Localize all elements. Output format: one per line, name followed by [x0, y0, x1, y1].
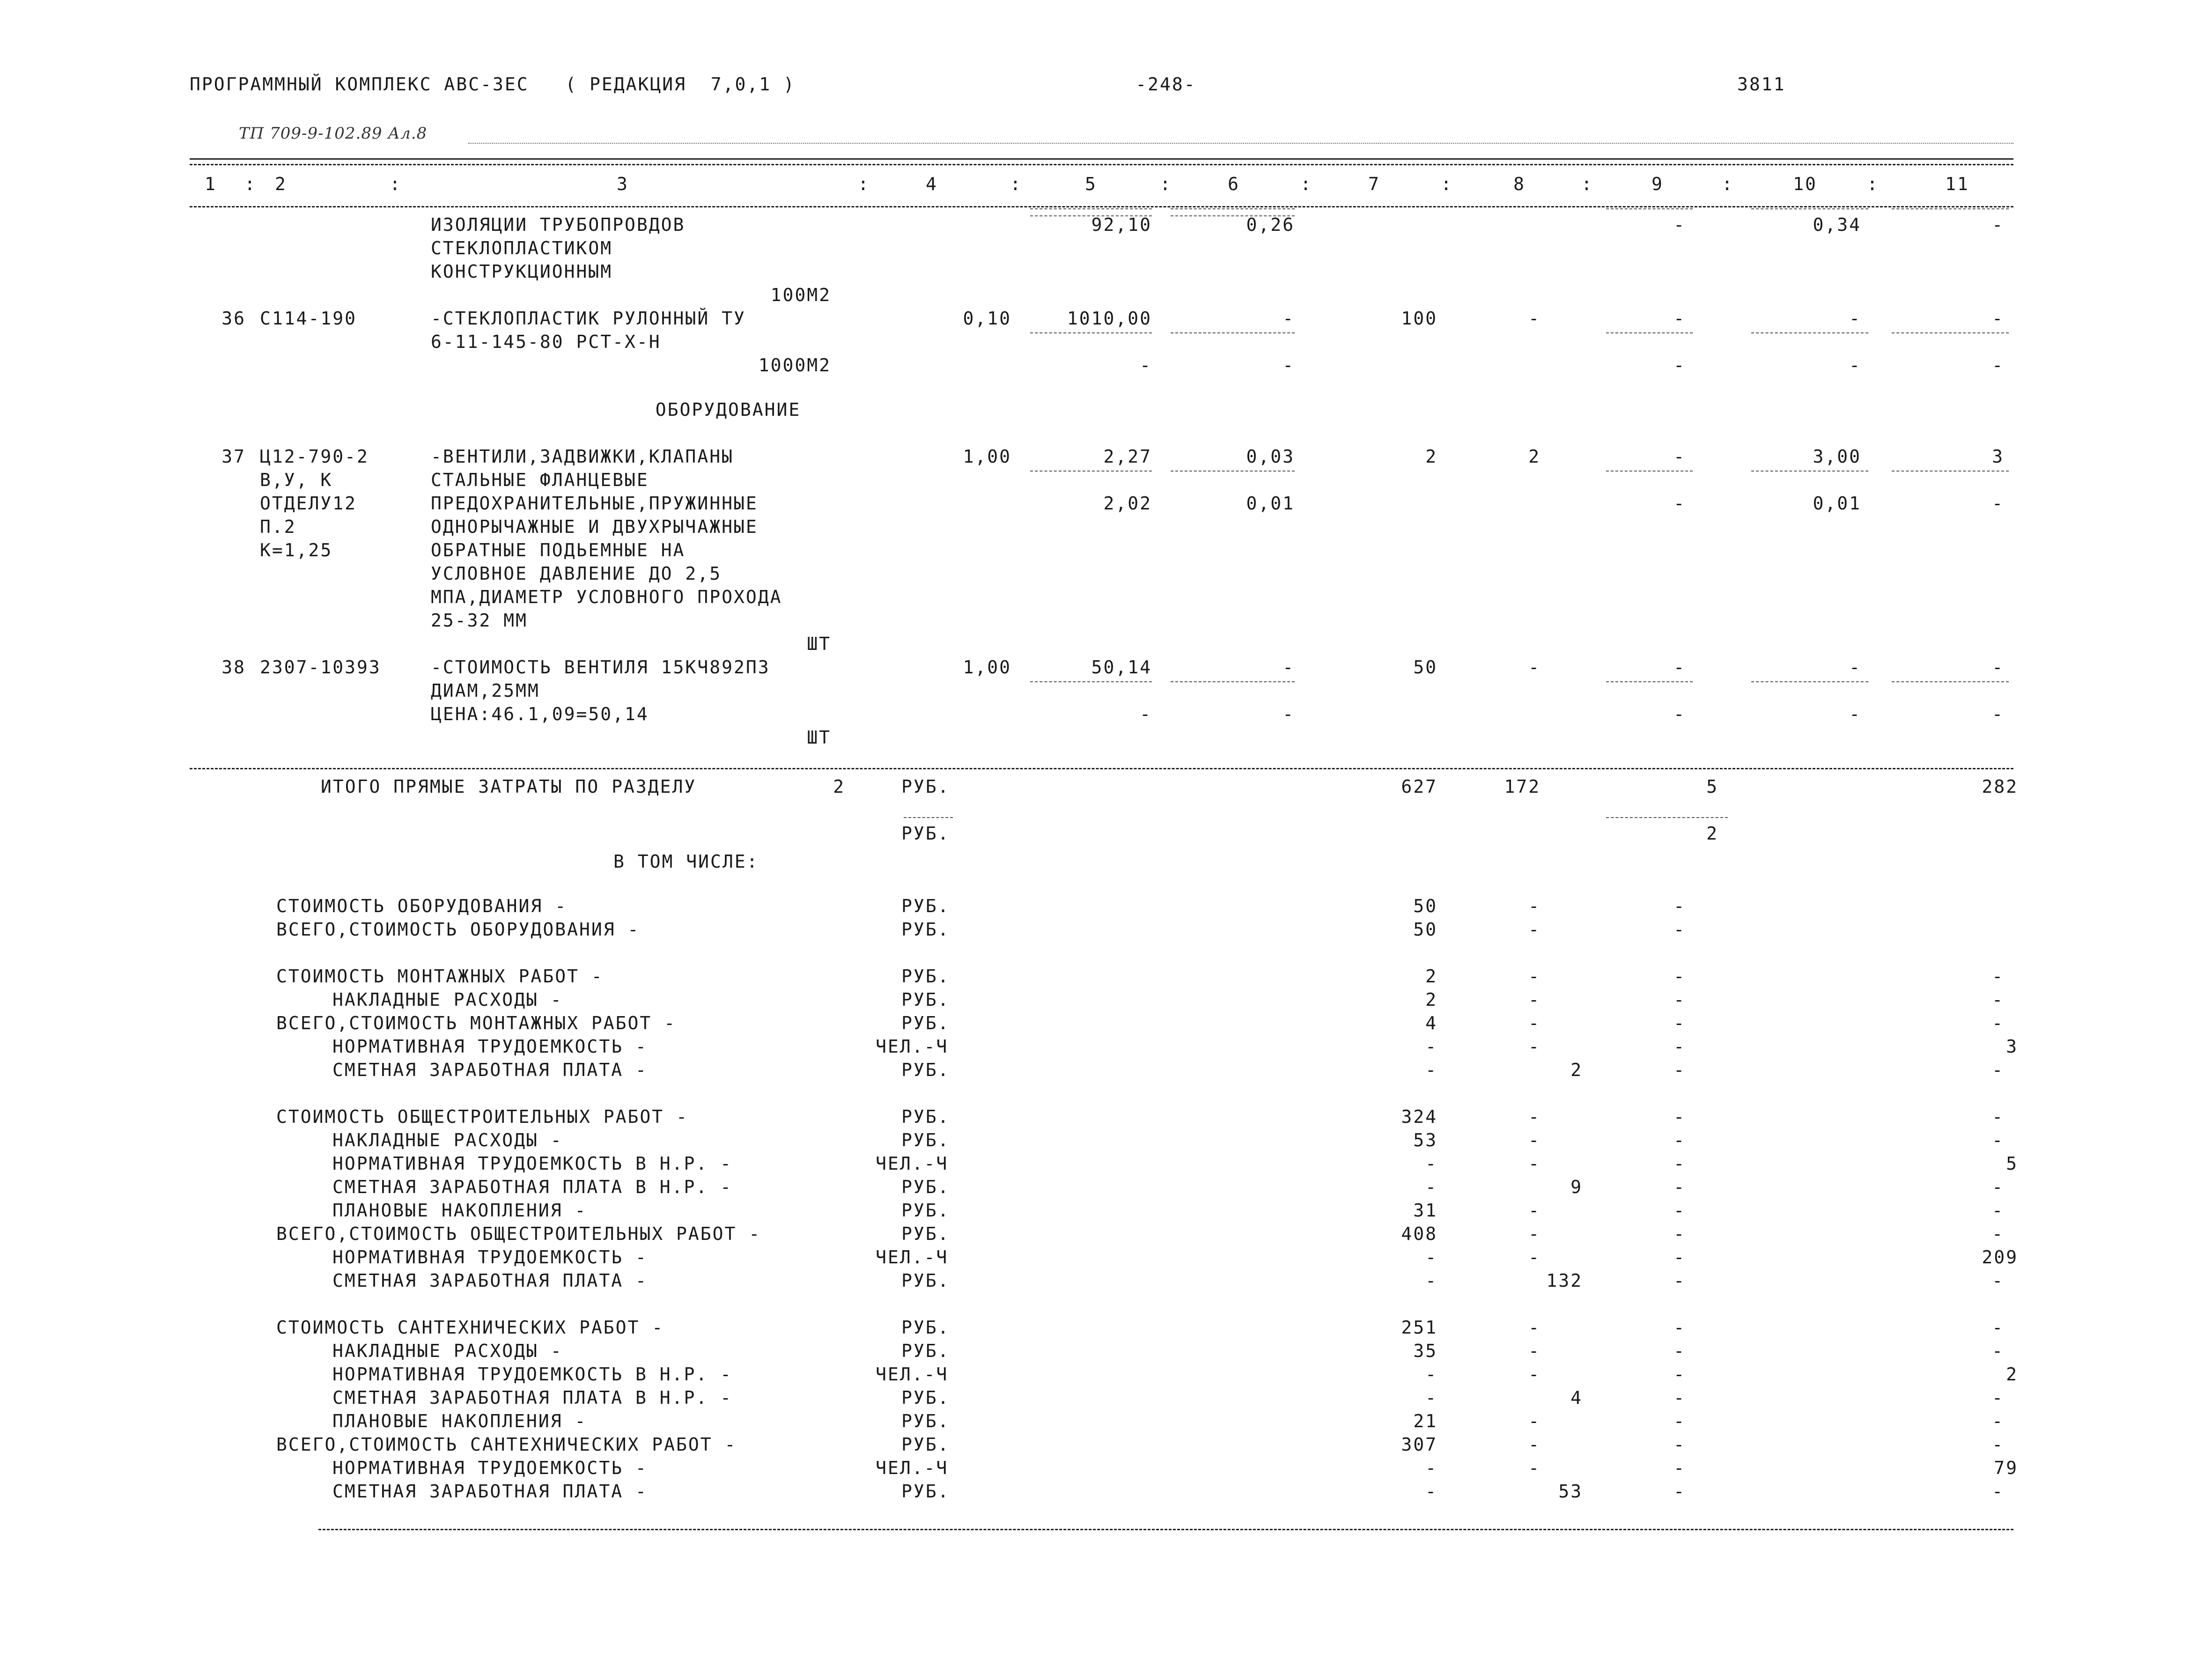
summary-c7: 21 [1413, 1411, 1438, 1431]
item-description: УСЛОВНОЕ ДАВЛЕНИЕ ДО 2,5 [431, 563, 722, 584]
summary-unit: ЧЕЛ.-Ч [876, 1458, 949, 1478]
column-header-5: 5 [1085, 174, 1097, 194]
summary-c8: - [1528, 919, 1541, 940]
item-description: -СТЕКЛОПЛАСТИК РУЛОННЫЙ ТУ [431, 308, 746, 329]
totals-section-number: 2 [833, 776, 845, 797]
summary-c11: - [1992, 1387, 2004, 1408]
summary-c9: - [1674, 1458, 1686, 1478]
summary-c7: - [1425, 1036, 1438, 1057]
summary-c8: - [1528, 896, 1541, 916]
item-second-value-c9: - [1674, 355, 1686, 376]
item-second-value-c11: - [1992, 704, 2004, 724]
summary-c11: - [1992, 1224, 2004, 1244]
summary-c9: - [1674, 1411, 1686, 1431]
summary-c9: - [1674, 1013, 1686, 1033]
project-reference: ТП 709-9-102.89 Ал.8 [239, 124, 428, 143]
summary-c9: - [1674, 1153, 1686, 1174]
item-quantity: 1,00 [963, 446, 1011, 467]
item-description: ПРЕДОХРАНИТЕЛЬНЫЕ,ПРУЖИННЫЕ [431, 493, 758, 514]
summary-unit: РУБ. [901, 1200, 950, 1221]
item-value-c9: - [1674, 308, 1686, 329]
summary-unit: РУБ. [901, 1270, 950, 1291]
item-code: С114-190 [260, 308, 357, 329]
summary-c9: - [1674, 1130, 1686, 1150]
summary-label: СМЕТНАЯ ЗАРАБОТНАЯ ПЛАТА - [332, 1060, 648, 1080]
summary-c9: - [1674, 1387, 1686, 1408]
summary-c7: 53 [1413, 1130, 1438, 1150]
item-description: ОДНОРЫЧАЖНЫЕ И ДВУХРЫЧАЖНЫЕ [431, 516, 758, 537]
summary-c8: - [1528, 1106, 1541, 1127]
summary-label: СМЕТНАЯ ЗАРАБОТНАЯ ПЛАТА В Н.Р. - [332, 1177, 732, 1197]
summary-c9: - [1674, 1177, 1686, 1197]
summary-c7: 2 [1425, 989, 1438, 1010]
summary-c9: - [1674, 966, 1686, 987]
summary-label: ПЛАНОВЫЕ НАКОПЛЕНИЯ - [332, 1411, 587, 1431]
item-value-c7: 100 [1401, 308, 1438, 329]
price-underline [1606, 208, 1693, 209]
totals-c8: 172 [1504, 776, 1541, 797]
totals-c9-second: 2 [1706, 823, 1718, 844]
summary-c9: - [1674, 896, 1686, 916]
table-top-rule [190, 158, 2013, 160]
summary-c8: - [1528, 1153, 1541, 1174]
summary-c8: 132 [1546, 1270, 1583, 1291]
totals-label: ИТОГО ПРЯМЫЕ ЗАТРАТЫ ПО РАЗДЕЛУ [321, 776, 697, 797]
column-header-3: 3 [617, 174, 629, 194]
item-second-value-c9: - [1674, 704, 1686, 724]
table-bottom-rule [318, 1529, 2013, 1530]
summary-label: НОРМАТИВНАЯ ТРУДОЕМКОСТЬ В Н.Р. - [332, 1364, 732, 1385]
summary-c7: 50 [1413, 896, 1438, 916]
summary-label: ПЛАНОВЫЕ НАКОПЛЕНИЯ - [332, 1200, 587, 1221]
totals-c9: 5 [1706, 776, 1718, 797]
item-code: Ц12-790-2 [260, 446, 369, 467]
summary-label: НАКЛАДНЫЕ РАСХОДЫ - [332, 1341, 563, 1361]
summary-c8: - [1528, 1247, 1541, 1268]
item-description: ЦЕНА:46.1,09=50,14 [431, 704, 649, 724]
summary-c9: - [1674, 1060, 1686, 1080]
summary-unit: РУБ. [901, 1341, 950, 1361]
price-underline [1030, 681, 1152, 682]
item-value-c8: 2 [1528, 446, 1541, 467]
item-quantity: 1,00 [963, 657, 1011, 678]
summary-c8: - [1528, 1036, 1541, 1057]
summary-c8: - [1528, 1130, 1541, 1150]
item-second-value-c9: - [1674, 493, 1686, 514]
item-unit: 100М2 [770, 285, 831, 305]
summary-c8: 2 [1571, 1060, 1583, 1080]
column-header-8: 8 [1513, 174, 1526, 194]
price-underline [1751, 208, 1868, 209]
summary-label: НОРМАТИВНАЯ ТРУДОЕМКОСТЬ В Н.Р. - [332, 1153, 732, 1174]
summary-c11: - [1992, 1481, 2004, 1502]
summary-c8: - [1528, 1434, 1541, 1455]
item-description: КОНСТРУКЦИОННЫМ [431, 261, 613, 282]
item-value-c10: 3,00 [1813, 446, 1861, 467]
summary-label: ВСЕГО,СТОИМОСТЬ ОБОРУДОВАНИЯ - [276, 919, 640, 940]
price-underline [1030, 215, 1152, 216]
summary-c11: - [1992, 1130, 2004, 1150]
item-value-c8: - [1528, 308, 1541, 329]
summary-unit: ЧЕЛ.-Ч [876, 1153, 949, 1174]
program-title: ПРОГРАММНЫЙ КОМПЛЕКС АВС-ЗЕС ( РЕДАКЦИЯ 7,0,1 ) [190, 74, 796, 95]
item-value-c10: - [1849, 308, 1861, 329]
summary-c11: - [1992, 1200, 2004, 1221]
totals-unit-2: РУБ. [901, 823, 950, 844]
summary-c9: - [1674, 1106, 1686, 1127]
price-underline [1171, 471, 1295, 472]
price-underline [1892, 471, 2009, 472]
summary-c11: - [1992, 966, 2004, 987]
price-underline [1892, 332, 2009, 333]
item-description: СТЕКЛОПЛАСТИКОМ [431, 238, 613, 258]
page-number: -248- [1135, 74, 1196, 95]
summary-unit: РУБ. [901, 1224, 950, 1244]
item-second-value-c11: - [1992, 493, 2004, 514]
summary-unit: РУБ. [901, 1013, 950, 1033]
summary-c9: - [1674, 1247, 1686, 1268]
column-separator: : [390, 174, 402, 194]
column-separator: : [1441, 174, 1453, 194]
item-second-value-c6: 0,01 [1246, 493, 1295, 514]
including-label: В ТОМ ЧИСЛЕ: [613, 851, 759, 872]
summary-label: ВСЕГО,СТОИМОСТЬ ОБЩЕСТРОИТЕЛЬНЫХ РАБОТ - [276, 1224, 761, 1244]
summary-c9: - [1674, 1270, 1686, 1291]
item-code: П.2 [260, 516, 296, 537]
item-description: ИЗОЛЯЦИИ ТРУБОПРОВДОВ [431, 214, 686, 235]
price-underline [1751, 332, 1868, 333]
totals-unit-underline [904, 817, 953, 818]
summary-c7: - [1425, 1364, 1438, 1385]
price-underline [1171, 332, 1295, 333]
summary-c11: - [1992, 1270, 2004, 1291]
summary-c9: - [1674, 1434, 1686, 1455]
summary-c9: - [1674, 1036, 1686, 1057]
item-code: К=1,25 [260, 540, 333, 560]
column-separator: : [1300, 174, 1312, 194]
summary-unit: РУБ. [901, 1177, 950, 1197]
summary-c7: 408 [1401, 1224, 1438, 1244]
summary-c8: - [1528, 1411, 1541, 1431]
summary-c8: 4 [1571, 1387, 1583, 1408]
item-value-c9: - [1674, 446, 1686, 467]
section-heading: ОБОРУДОВАНИЕ [655, 399, 801, 420]
item-value-c5: 2,27 [1103, 446, 1152, 467]
column-separator: : [1581, 174, 1593, 194]
summary-label: СМЕТНАЯ ЗАРАБОТНАЯ ПЛАТА - [332, 1481, 648, 1502]
column-header-10: 10 [1793, 174, 1817, 194]
summary-unit: РУБ. [901, 1434, 950, 1455]
summary-c11: - [1992, 1317, 2004, 1338]
table-top-rule-2 [190, 164, 2013, 165]
item-value-c10: 0,34 [1813, 214, 1861, 235]
section-end-rule [190, 768, 2013, 769]
item-second-value-c10: - [1849, 355, 1861, 376]
summary-c8: 9 [1571, 1177, 1583, 1197]
summary-c7: - [1425, 1481, 1438, 1502]
summary-label: ВСЕГО,СТОИМОСТЬ МОНТАЖНЫХ РАБОТ - [276, 1013, 676, 1033]
summary-c7: 251 [1401, 1317, 1438, 1338]
summary-c11: 79 [1994, 1458, 2018, 1478]
item-value-c9: - [1674, 657, 1686, 678]
item-description: 25-32 ММ [431, 610, 528, 631]
summary-c8: - [1528, 1013, 1541, 1033]
column-separator: : [858, 174, 870, 194]
column-header-11: 11 [1945, 174, 1969, 194]
summary-unit: РУБ. [901, 1481, 950, 1502]
item-second-value-c6: - [1283, 355, 1295, 376]
summary-c7: 4 [1425, 1013, 1438, 1033]
summary-c11: - [1992, 1060, 2004, 1080]
summary-c11: 209 [1982, 1247, 2018, 1268]
summary-c8: - [1528, 966, 1541, 987]
summary-unit: РУБ. [901, 1060, 950, 1080]
summary-label: НОРМАТИВНАЯ ТРУДОЕМКОСТЬ - [332, 1458, 648, 1478]
summary-label: НОРМАТИВНАЯ ТРУДОЕМКОСТЬ - [332, 1247, 648, 1268]
summary-unit: РУБ. [901, 1130, 950, 1150]
summary-c11: 5 [2006, 1153, 2018, 1174]
summary-c8: - [1528, 1364, 1541, 1385]
price-underline [1606, 332, 1693, 333]
summary-unit: ЧЕЛ.-Ч [876, 1036, 949, 1057]
item-unit: ШТ [807, 727, 831, 748]
item-value-c6: - [1283, 308, 1295, 329]
price-underline [1606, 471, 1693, 472]
summary-c11: - [1992, 989, 2004, 1010]
price-underline [1892, 681, 2009, 682]
item-value-c5: 1010,00 [1067, 308, 1152, 329]
summary-c11: - [1992, 1341, 2004, 1361]
column-separator: : [1160, 174, 1172, 194]
summary-c7: - [1425, 1153, 1438, 1174]
summary-label: НАКЛАДНЫЕ РАСХОДЫ - [332, 989, 563, 1010]
item-value-c7: 2 [1425, 446, 1438, 467]
summary-c11: - [1992, 1013, 2004, 1033]
summary-c7: - [1425, 1270, 1438, 1291]
summary-c7: - [1425, 1177, 1438, 1197]
totals-c11: 282 [1982, 776, 2018, 797]
price-underline [1606, 681, 1693, 682]
summary-unit: РУБ. [901, 1106, 950, 1127]
summary-c7: 35 [1413, 1341, 1438, 1361]
summary-c8: - [1528, 1224, 1541, 1244]
summary-unit: РУБ. [901, 966, 950, 987]
summary-c9: - [1674, 919, 1686, 940]
summary-c9: - [1674, 1200, 1686, 1221]
column-header-9: 9 [1652, 174, 1664, 194]
item-value-c6: 0,03 [1246, 446, 1295, 467]
summary-label: НАКЛАДНЫЕ РАСХОДЫ - [332, 1130, 563, 1150]
item-description: МПА,ДИАМЕТР УСЛОВНОГО ПРОХОДА [431, 587, 782, 607]
summary-c9: - [1674, 1317, 1686, 1338]
summary-label: ВСЕГО,СТОИМОСТЬ САНТЕХНИЧЕСКИХ РАБОТ - [276, 1434, 737, 1455]
summary-c7: 2 [1425, 966, 1438, 987]
column-separator: : [1010, 174, 1022, 194]
summary-unit: РУБ. [901, 919, 950, 940]
price-underline [1171, 215, 1295, 216]
item-value-c6: - [1283, 657, 1295, 678]
totals-c7: 627 [1401, 776, 1438, 797]
table-header-rule [190, 206, 2013, 207]
summary-c7: - [1425, 1458, 1438, 1478]
summary-c8: - [1528, 1317, 1541, 1338]
price-underline [1171, 681, 1295, 682]
item-second-value-c5: 2,02 [1103, 493, 1152, 514]
summary-c8: 53 [1558, 1481, 1583, 1502]
summary-unit: РУБ. [901, 1317, 950, 1338]
summary-c11: - [1992, 1411, 2004, 1431]
summary-c7: - [1425, 1060, 1438, 1080]
summary-c9: - [1674, 989, 1686, 1010]
item-number: 36 [221, 308, 246, 329]
column-header-7: 7 [1368, 174, 1380, 194]
item-quantity: 0,10 [963, 308, 1011, 329]
summary-c11: - [1992, 1106, 2004, 1127]
summary-label: НОРМАТИВНАЯ ТРУДОЕМКОСТЬ - [332, 1036, 648, 1057]
item-value-c9: - [1674, 214, 1686, 235]
column-separator: : [1722, 174, 1734, 194]
summary-c7: 324 [1401, 1106, 1438, 1127]
summary-unit: РУБ. [901, 989, 950, 1010]
summary-label: СТОИМОСТЬ ОБОРУДОВАНИЯ - [276, 896, 568, 916]
price-underline [1751, 471, 1868, 472]
item-second-value-c6: - [1283, 704, 1295, 724]
item-description: СТАЛЬНЫЕ ФЛАНЦЕВЫЕ [431, 470, 649, 490]
item-value-c8: - [1528, 657, 1541, 678]
item-description: -ВЕНТИЛИ,ЗАДВИЖКИ,КЛАПАНЫ [431, 446, 734, 467]
item-second-value-c10: 0,01 [1813, 493, 1861, 514]
summary-label: СТОИМОСТЬ ОБЩЕСТРОИТЕЛЬНЫХ РАБОТ - [276, 1106, 688, 1127]
summary-c9: - [1674, 1481, 1686, 1502]
summary-label: СМЕТНАЯ ЗАРАБОТНАЯ ПЛАТА - [332, 1270, 648, 1291]
item-description: ОБРАТНЫЕ ПОДЬЕМНЫЕ НА [431, 540, 686, 560]
summary-label: СТОИМОСТЬ САНТЕХНИЧЕСКИХ РАБОТ - [276, 1317, 664, 1338]
summary-unit: РУБ. [901, 896, 950, 916]
item-value-c10: - [1849, 657, 1861, 678]
item-description: ДИАМ,25ММ [431, 680, 540, 701]
summary-c7: 50 [1413, 919, 1438, 940]
item-value-c6: 0,26 [1246, 214, 1295, 235]
summary-c11: - [1992, 1177, 2004, 1197]
summary-c11: 2 [2006, 1364, 2018, 1385]
price-underline [1892, 208, 2009, 209]
item-code: В,У, К [260, 470, 333, 490]
item-description: -СТОИМОСТЬ ВЕНТИЛЯ 15КЧ892П3 [431, 657, 770, 678]
column-header-4: 4 [926, 174, 938, 194]
item-value-c11: - [1992, 308, 2004, 329]
column-header-6: 6 [1228, 174, 1240, 194]
summary-label: СТОИМОСТЬ МОНТАЖНЫХ РАБОТ - [276, 966, 604, 987]
header-dotted-line [468, 143, 2013, 144]
column-header-1: 1 [205, 174, 217, 194]
item-code: ОТДЕЛУ12 [260, 493, 357, 514]
column-separator: : [244, 174, 257, 194]
item-second-value-c5: - [1140, 355, 1152, 376]
item-unit: ШТ [807, 634, 831, 654]
item-second-value-c10: - [1849, 704, 1861, 724]
summary-c9: - [1674, 1341, 1686, 1361]
item-code: 2307-10393 [260, 657, 381, 678]
price-underline [1030, 208, 1152, 209]
summary-c8: - [1528, 1341, 1541, 1361]
column-header-2: 2 [275, 174, 287, 194]
summary-c11: - [1992, 1434, 2004, 1455]
document-number: 3811 [1737, 74, 1786, 95]
item-description: 6-11-145-80 РСТ-Х-Н [431, 332, 661, 352]
summary-unit: ЧЕЛ.-Ч [876, 1247, 949, 1268]
summary-c7: 31 [1413, 1200, 1438, 1221]
price-underline [1030, 471, 1152, 472]
summary-c9: - [1674, 1364, 1686, 1385]
summary-c7: - [1425, 1247, 1438, 1268]
totals-underline [1606, 817, 1728, 818]
price-underline [1751, 681, 1868, 682]
item-number: 38 [221, 657, 246, 678]
summary-c7: 307 [1401, 1434, 1438, 1455]
item-unit: 1000М2 [758, 355, 831, 376]
item-value-c7: 50 [1413, 657, 1438, 678]
item-value-c5: 50,14 [1091, 657, 1152, 678]
item-value-c11: - [1992, 657, 2004, 678]
summary-c8: - [1528, 1458, 1541, 1478]
summary-c8: - [1528, 1200, 1541, 1221]
item-second-value-c5: - [1140, 704, 1152, 724]
summary-c9: - [1674, 1224, 1686, 1244]
price-underline [1030, 332, 1152, 333]
item-number: 37 [221, 446, 246, 467]
totals-unit: РУБ. [901, 776, 950, 797]
summary-unit: РУБ. [901, 1387, 950, 1408]
summary-c7: - [1425, 1387, 1438, 1408]
column-separator: : [1867, 174, 1879, 194]
summary-c8: - [1528, 989, 1541, 1010]
summary-unit: РУБ. [901, 1411, 950, 1431]
price-underline [1171, 208, 1295, 209]
item-value-c11: 3 [1992, 446, 2004, 467]
summary-c11: 3 [2006, 1036, 2018, 1057]
summary-label: СМЕТНАЯ ЗАРАБОТНАЯ ПЛАТА В Н.Р. - [332, 1387, 732, 1408]
item-value-c11: - [1992, 214, 2004, 235]
summary-unit: ЧЕЛ.-Ч [876, 1364, 949, 1385]
item-value-c5: 92,10 [1091, 214, 1152, 235]
item-second-value-c11: - [1992, 355, 2004, 376]
